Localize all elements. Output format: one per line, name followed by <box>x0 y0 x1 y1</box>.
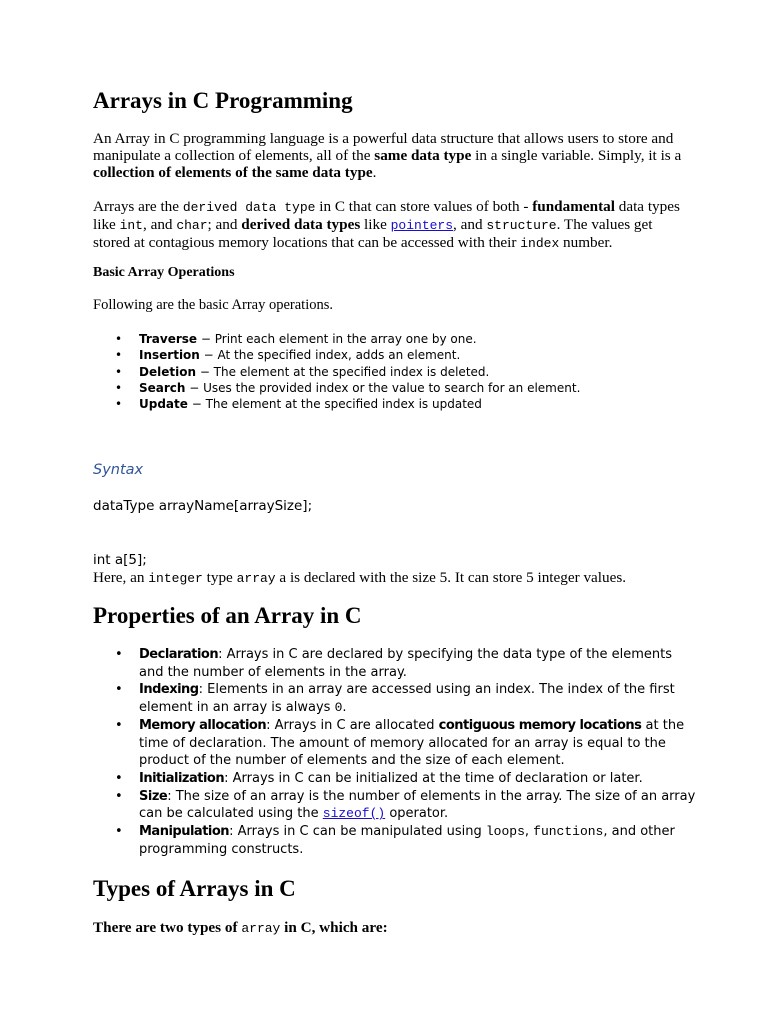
syntax-example: int a[5]; <box>93 552 147 568</box>
list-item: • Initialization: Arrays in C can be initialized at the time of declaration or later. <box>93 770 699 788</box>
list-item: • Manipulation: Arrays in C can be manipulated using loops, functions, and other programming constructs. <box>93 823 699 858</box>
list-item: • Size: The size of an array is the number of elements in the array. The size of an array can be calculated using the sizeof() operator. <box>93 788 699 823</box>
derived-type-paragraph: Arrays are the derived data type in C that can store values of both - fundamental data types like int, and char; and derived data types like pointers, and structure. The values get stored at contagious memory locations that can be accessed with their index number. <box>93 198 680 251</box>
bold-collection-phrase: collection of elements of the same data type <box>93 164 373 181</box>
code-zero: 0 <box>334 700 343 716</box>
basic-ops-heading: Basic Array Operations <box>93 265 235 280</box>
code-index: index <box>520 236 560 251</box>
code-array-types: array <box>241 921 281 936</box>
list-item: • Deletion − The element at the specified index is deleted. <box>93 364 580 380</box>
pointers-link[interactable]: pointers <box>390 218 454 233</box>
basic-ops-lead: Following are the basic Array operations. <box>93 297 333 313</box>
list-item: • Memory allocation: Arrays in C are allocated contiguous memory locations at the time of declaration. The amount of memory allocated for an array is equal to the product of the number of elements and the size of each element. <box>93 717 699 770</box>
properties-list <box>93 646 699 858</box>
syntax-declaration: dataType arrayName[arraySize]; <box>93 498 313 514</box>
code-int: int <box>119 218 143 233</box>
page-title: Arrays in C Programming <box>93 88 353 113</box>
properties-heading: Properties of an Array in C <box>93 603 362 628</box>
list-item: • Update − The element at the specified index is updated <box>93 396 580 412</box>
syntax-explanation: Here, an integer type array a is declared with the size 5. It can store 5 integer values. <box>93 569 627 586</box>
types-lead: There are two types of array in C, which are: <box>93 919 388 936</box>
bold-same-data-type: same data type <box>374 147 472 164</box>
syntax-heading: Syntax <box>93 462 144 478</box>
list-item: • Search − Uses the provided index or the value to search for an element. <box>93 380 580 396</box>
code-functions: functions <box>533 824 604 840</box>
code-array: array <box>236 571 276 586</box>
code-loops: loops <box>485 824 525 840</box>
code-char: char <box>176 218 208 233</box>
sizeof-link[interactable]: sizeof() <box>322 806 386 822</box>
code-structure: structure <box>486 218 557 233</box>
list-item: • Indexing: Elements in an array are accessed using an index. The index of the first element in an array is always 0. <box>93 681 699 716</box>
code-integer: integer <box>148 571 203 586</box>
basic-ops-list <box>93 331 580 412</box>
code-derived-data-type: derived data type <box>182 200 316 215</box>
types-heading: Types of Arrays in C <box>93 876 296 901</box>
intro-paragraph: An Array in C programming language is a powerful data structure that allows users to store and manipulate a collection of elements, all of the same data type in a single variable. Simply, it is a collection of elements of the same data type. <box>93 130 682 181</box>
list-item: • Declaration: Arrays in C are declared by specifying the data type of the elements and the number of elements in the array. <box>93 646 699 681</box>
list-item: • Insertion − At the specified index, adds an element. <box>93 347 580 363</box>
list-item: • Traverse − Print each element in the array one by one. <box>93 331 580 347</box>
